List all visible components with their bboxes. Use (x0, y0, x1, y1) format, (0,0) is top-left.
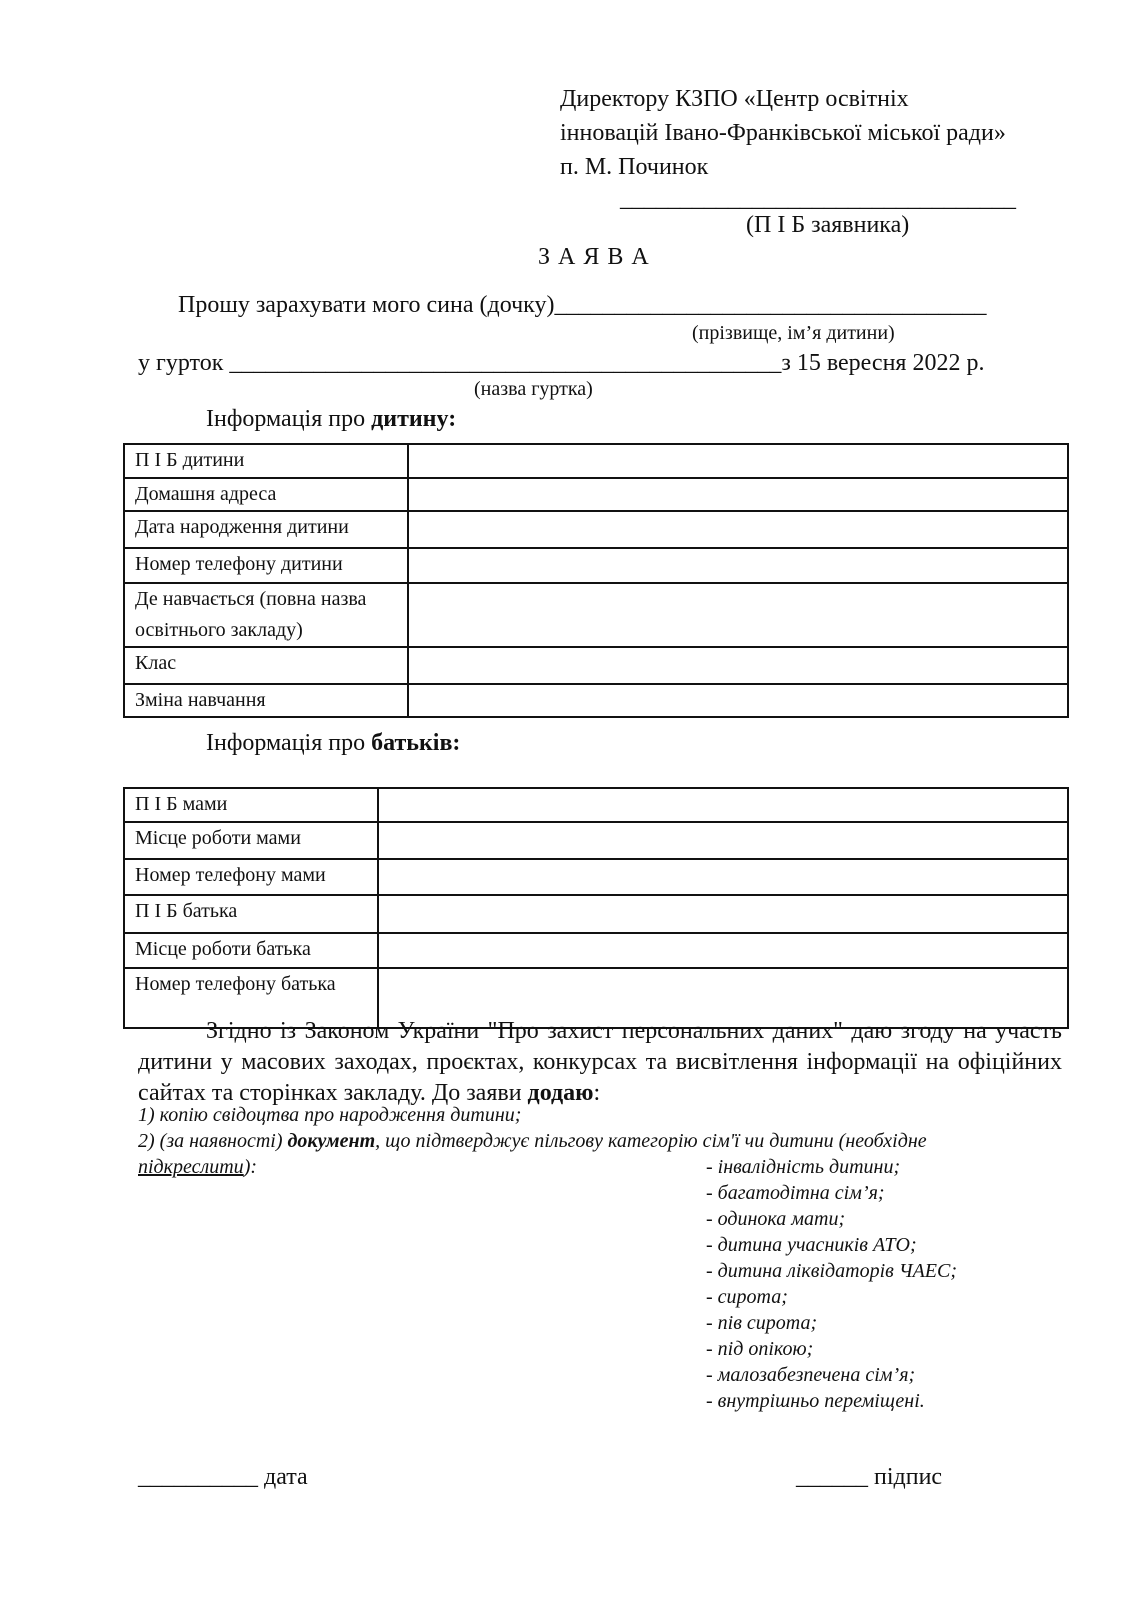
heading-bold: батьків: (371, 730, 461, 756)
consent-end: : (593, 1080, 601, 1106)
item2-underlined: підкреслити (138, 1156, 244, 1178)
row-value-field[interactable] (378, 788, 1068, 822)
addressee-line-1: Директору КЗПО «Центр освітніх (560, 86, 909, 112)
request-line (178, 292, 986, 319)
signature-label: підпис (874, 1464, 943, 1490)
category-item[interactable]: - інвалідність дитини; (706, 1156, 901, 1178)
consent-paragraph (138, 1016, 1062, 1109)
table-row (124, 822, 1068, 859)
category-item[interactable]: - багатодітна сім’я; (706, 1182, 885, 1204)
signature-field[interactable]: ______ (796, 1464, 868, 1490)
row-label: Номер телефону дитини (124, 548, 408, 583)
row-label: Місце роботи батька (124, 933, 378, 968)
table-row (124, 933, 1068, 968)
row-value-field[interactable] (408, 647, 1068, 684)
row-label: Номер телефону мами (124, 859, 378, 895)
club-caption: (назва гуртка) (474, 378, 593, 400)
heading-bold: дитину: (371, 406, 457, 432)
addressee-line-3: п. М. Починок (560, 154, 709, 180)
row-value-field[interactable] (378, 895, 1068, 933)
row-value-field[interactable] (408, 444, 1068, 478)
table-row (124, 444, 1068, 478)
applicant-name-field[interactable]: _________________________________ (620, 186, 1016, 212)
applicant-caption: (П І Б заявника) (746, 212, 910, 238)
row-label: Місце роботи мами (124, 822, 378, 859)
row-label: Клас (124, 647, 408, 684)
table-row (124, 859, 1068, 895)
attachment-item-1: 1) копію свідоцтва про народження дитини; (138, 1104, 522, 1126)
row-value-field[interactable] (378, 822, 1068, 859)
consent-bold: додаю (527, 1080, 594, 1106)
club-start-date: з 15 вересня 2022 р. (781, 350, 985, 376)
date-field[interactable]: __________ (138, 1464, 258, 1490)
category-item[interactable]: - під опікою; (706, 1338, 814, 1360)
row-label: Дата народження дитини (124, 511, 408, 548)
row-label: Номер телефону батька (124, 968, 378, 1028)
item2-prefix: 2) (за наявності) (138, 1130, 288, 1152)
row-label: П І Б мами (124, 788, 378, 822)
heading-prefix: Інформація про (206, 730, 372, 756)
category-item[interactable]: - малозабезпечена сім’я; (706, 1364, 916, 1386)
child-name-caption: (прізвище, ім’я дитини) (692, 322, 895, 344)
item2-end: ): (243, 1156, 258, 1178)
row-value-field[interactable] (408, 511, 1068, 548)
attachment-item-2 (138, 1130, 927, 1153)
table-row (124, 548, 1068, 583)
child-info-heading (206, 406, 456, 433)
attachment-item-2-cont (138, 1156, 257, 1179)
category-item[interactable]: - дитина ліквідаторів ЧАЕС; (706, 1260, 958, 1282)
table-row (124, 647, 1068, 684)
child-name-field[interactable]: ____________________________________ (554, 292, 987, 318)
table-row (124, 511, 1068, 548)
consent-text: Згідно із Законом України "Про захист персональних даних" даю згоду на участь дитини у масових заходах, проєктах, конкурсах та висвітлення інформації на офіційних сайтах та сторінках закладу. До заяви (138, 1018, 1062, 1106)
row-value-field[interactable] (408, 548, 1068, 583)
parents-info-table (123, 787, 1069, 1029)
row-value-field[interactable] (378, 933, 1068, 968)
category-item[interactable]: - внутрішньо переміщені. (706, 1390, 925, 1412)
request-text: Прошу зарахувати мого сина (дочку) (178, 292, 555, 318)
heading-prefix: Інформація про (206, 406, 372, 432)
child-info-table (123, 443, 1069, 718)
category-item[interactable]: - дитина учасників АТО; (706, 1234, 917, 1256)
addressee-line-2: інновацій Івано-Франківської міської ради» (560, 120, 1006, 146)
category-item[interactable]: - пів сирота; (706, 1312, 818, 1334)
table-row (124, 684, 1068, 717)
category-item[interactable]: - одинока мати; (706, 1208, 846, 1230)
club-name-field[interactable]: ______________________________________________ (229, 350, 782, 376)
club-prefix: у гурток (138, 350, 224, 376)
row-value-field[interactable] (378, 859, 1068, 895)
date-line (138, 1464, 308, 1491)
table-row (124, 583, 1068, 647)
parents-info-heading (206, 730, 460, 757)
row-label: Домашня адреса (124, 478, 408, 511)
date-label: дата (264, 1464, 308, 1490)
document-title: З А Я В А (538, 244, 650, 270)
row-value-field[interactable] (408, 478, 1068, 511)
row-label: Де навчається (повна назва освітнього закладу) (124, 583, 408, 647)
item2-rest: , що підтверджує пільгову категорію сім'ї чи дитини (необхідне (375, 1130, 927, 1152)
row-label: Зміна навчання (124, 684, 408, 717)
row-value-field[interactable] (408, 684, 1068, 717)
signature-line (796, 1464, 942, 1491)
item2-bold: документ (287, 1130, 376, 1152)
row-label: П І Б батька (124, 895, 378, 933)
club-line (138, 350, 984, 377)
table-row (124, 895, 1068, 933)
category-item[interactable]: - сирота; (706, 1286, 788, 1308)
row-label: П І Б дитини (124, 444, 408, 478)
table-row (124, 788, 1068, 822)
row-value-field[interactable] (408, 583, 1068, 647)
table-row (124, 478, 1068, 511)
